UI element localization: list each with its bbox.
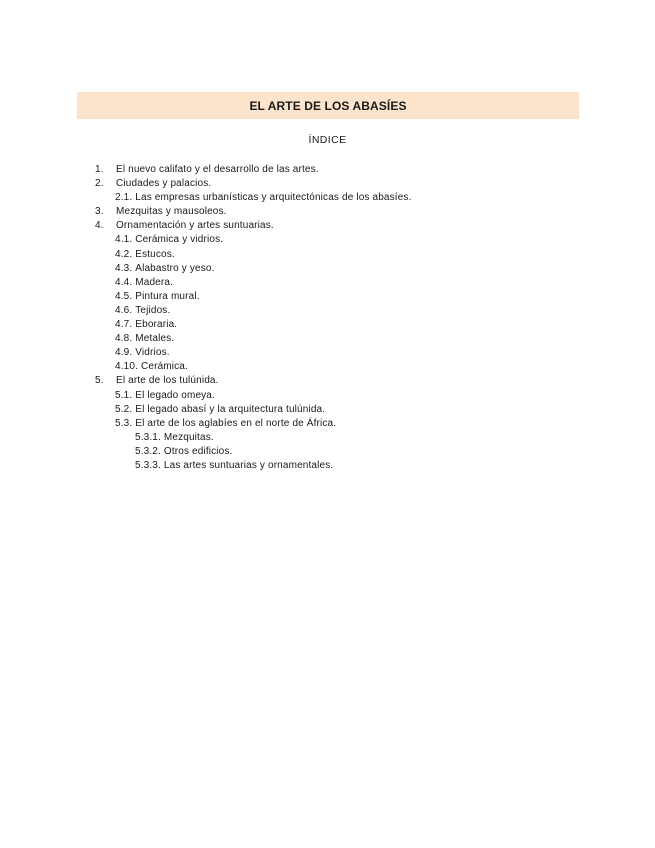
toc-item-text: El arte de los tulúnida. [116, 375, 219, 387]
toc-item-number: 4.5. [115, 290, 133, 302]
toc-item-number: 5.3.1. [135, 431, 161, 443]
toc-item [95, 332, 575, 346]
toc-item-text: Cerámica y vidrios. [135, 234, 224, 246]
toc-item-number: 4.4. [115, 276, 133, 288]
toc-item-text: Alabastro y yeso. [135, 262, 215, 274]
toc-item-number: 4.7. [115, 319, 133, 331]
toc-item [95, 233, 575, 247]
toc-item-text: Ciudades y palacios. [116, 178, 212, 190]
document-title: EL ARTE DE LOS ABASÍES [249, 98, 407, 113]
toc-item [95, 262, 575, 276]
toc-item-number: 5.1. [115, 389, 133, 401]
toc-item-text: Metales. [135, 333, 175, 345]
toc-item [95, 248, 575, 262]
toc-item [95, 431, 575, 445]
title-band [77, 92, 579, 119]
toc-item-text: Vidrios. [135, 347, 170, 359]
toc-item [95, 276, 575, 290]
toc-item [95, 163, 575, 177]
toc-item-number: 3. [95, 206, 104, 218]
toc-item [95, 177, 575, 191]
toc-item [95, 205, 575, 219]
toc-item-number: 5.3.2. [135, 445, 161, 457]
toc-item-text: Pintura mural. [135, 290, 200, 302]
toc-item-text: Madera. [135, 276, 174, 288]
toc-item-text: Mezquitas. [163, 431, 214, 443]
toc-item [95, 191, 575, 205]
toc-item-text: Cerámica. [141, 361, 188, 373]
toc-item-number: 1. [95, 164, 104, 175]
toc-item [95, 445, 575, 459]
toc-item-text: Las empresas urbanísticas y arquitectónicas de los abasíes. [135, 192, 412, 204]
toc-item-number: 5.2. [115, 403, 133, 415]
toc-item [95, 346, 575, 360]
toc-item-text: Estucos. [135, 248, 175, 260]
index-heading: ÍNDICE [308, 134, 347, 146]
toc-item-number: 5.3.3. [135, 459, 161, 471]
toc-item-number: 5.3. [115, 417, 133, 429]
toc-item [95, 318, 575, 332]
toc-item-number: 2.1. [115, 192, 133, 204]
toc-item-number: 4.1. [115, 234, 133, 246]
toc-item-text: Tejidos. [135, 304, 171, 316]
toc-item [95, 459, 575, 473]
toc-item-number: 2. [95, 178, 104, 190]
toc-item [95, 403, 575, 417]
toc-item-text: El legado omeya. [135, 389, 215, 401]
toc-item [95, 374, 575, 388]
toc-item-number: 4.8. [115, 333, 133, 345]
toc-item-text: Eboraria. [135, 319, 178, 331]
toc-item [95, 219, 575, 233]
toc-item [95, 360, 575, 374]
toc-item-text: El legado abasí y la arquitectura tulúnida. [135, 403, 326, 415]
toc-item-number: 4. [95, 220, 104, 232]
toc-item-text: Las artes suntuarias y ornamentales. [163, 459, 334, 471]
toc-item-number: 4.9. [115, 347, 133, 359]
toc-item-text: Otros edificios. [163, 445, 233, 457]
toc-item-text: Ornamentación y artes suntuarias. [116, 220, 274, 232]
toc-item-number: 4.10. [115, 361, 138, 373]
toc-item-number: 4.2. [115, 248, 133, 260]
toc-item [95, 389, 575, 403]
toc-item-number: 4.3. [115, 262, 133, 274]
toc-item [95, 290, 575, 304]
toc-item [95, 417, 575, 431]
toc-item-number: 4.6. [115, 304, 133, 316]
toc-item-text: Mezquitas y mausoleos. [116, 206, 227, 218]
toc-item-text: El nuevo califato y el desarrollo de las artes. [116, 164, 319, 175]
toc-item-number: 5. [95, 375, 104, 387]
toc-item [95, 304, 575, 318]
toc-item-text: El arte de los aglabíes en el norte de África. [135, 417, 337, 429]
table-of-contents [95, 163, 575, 473]
